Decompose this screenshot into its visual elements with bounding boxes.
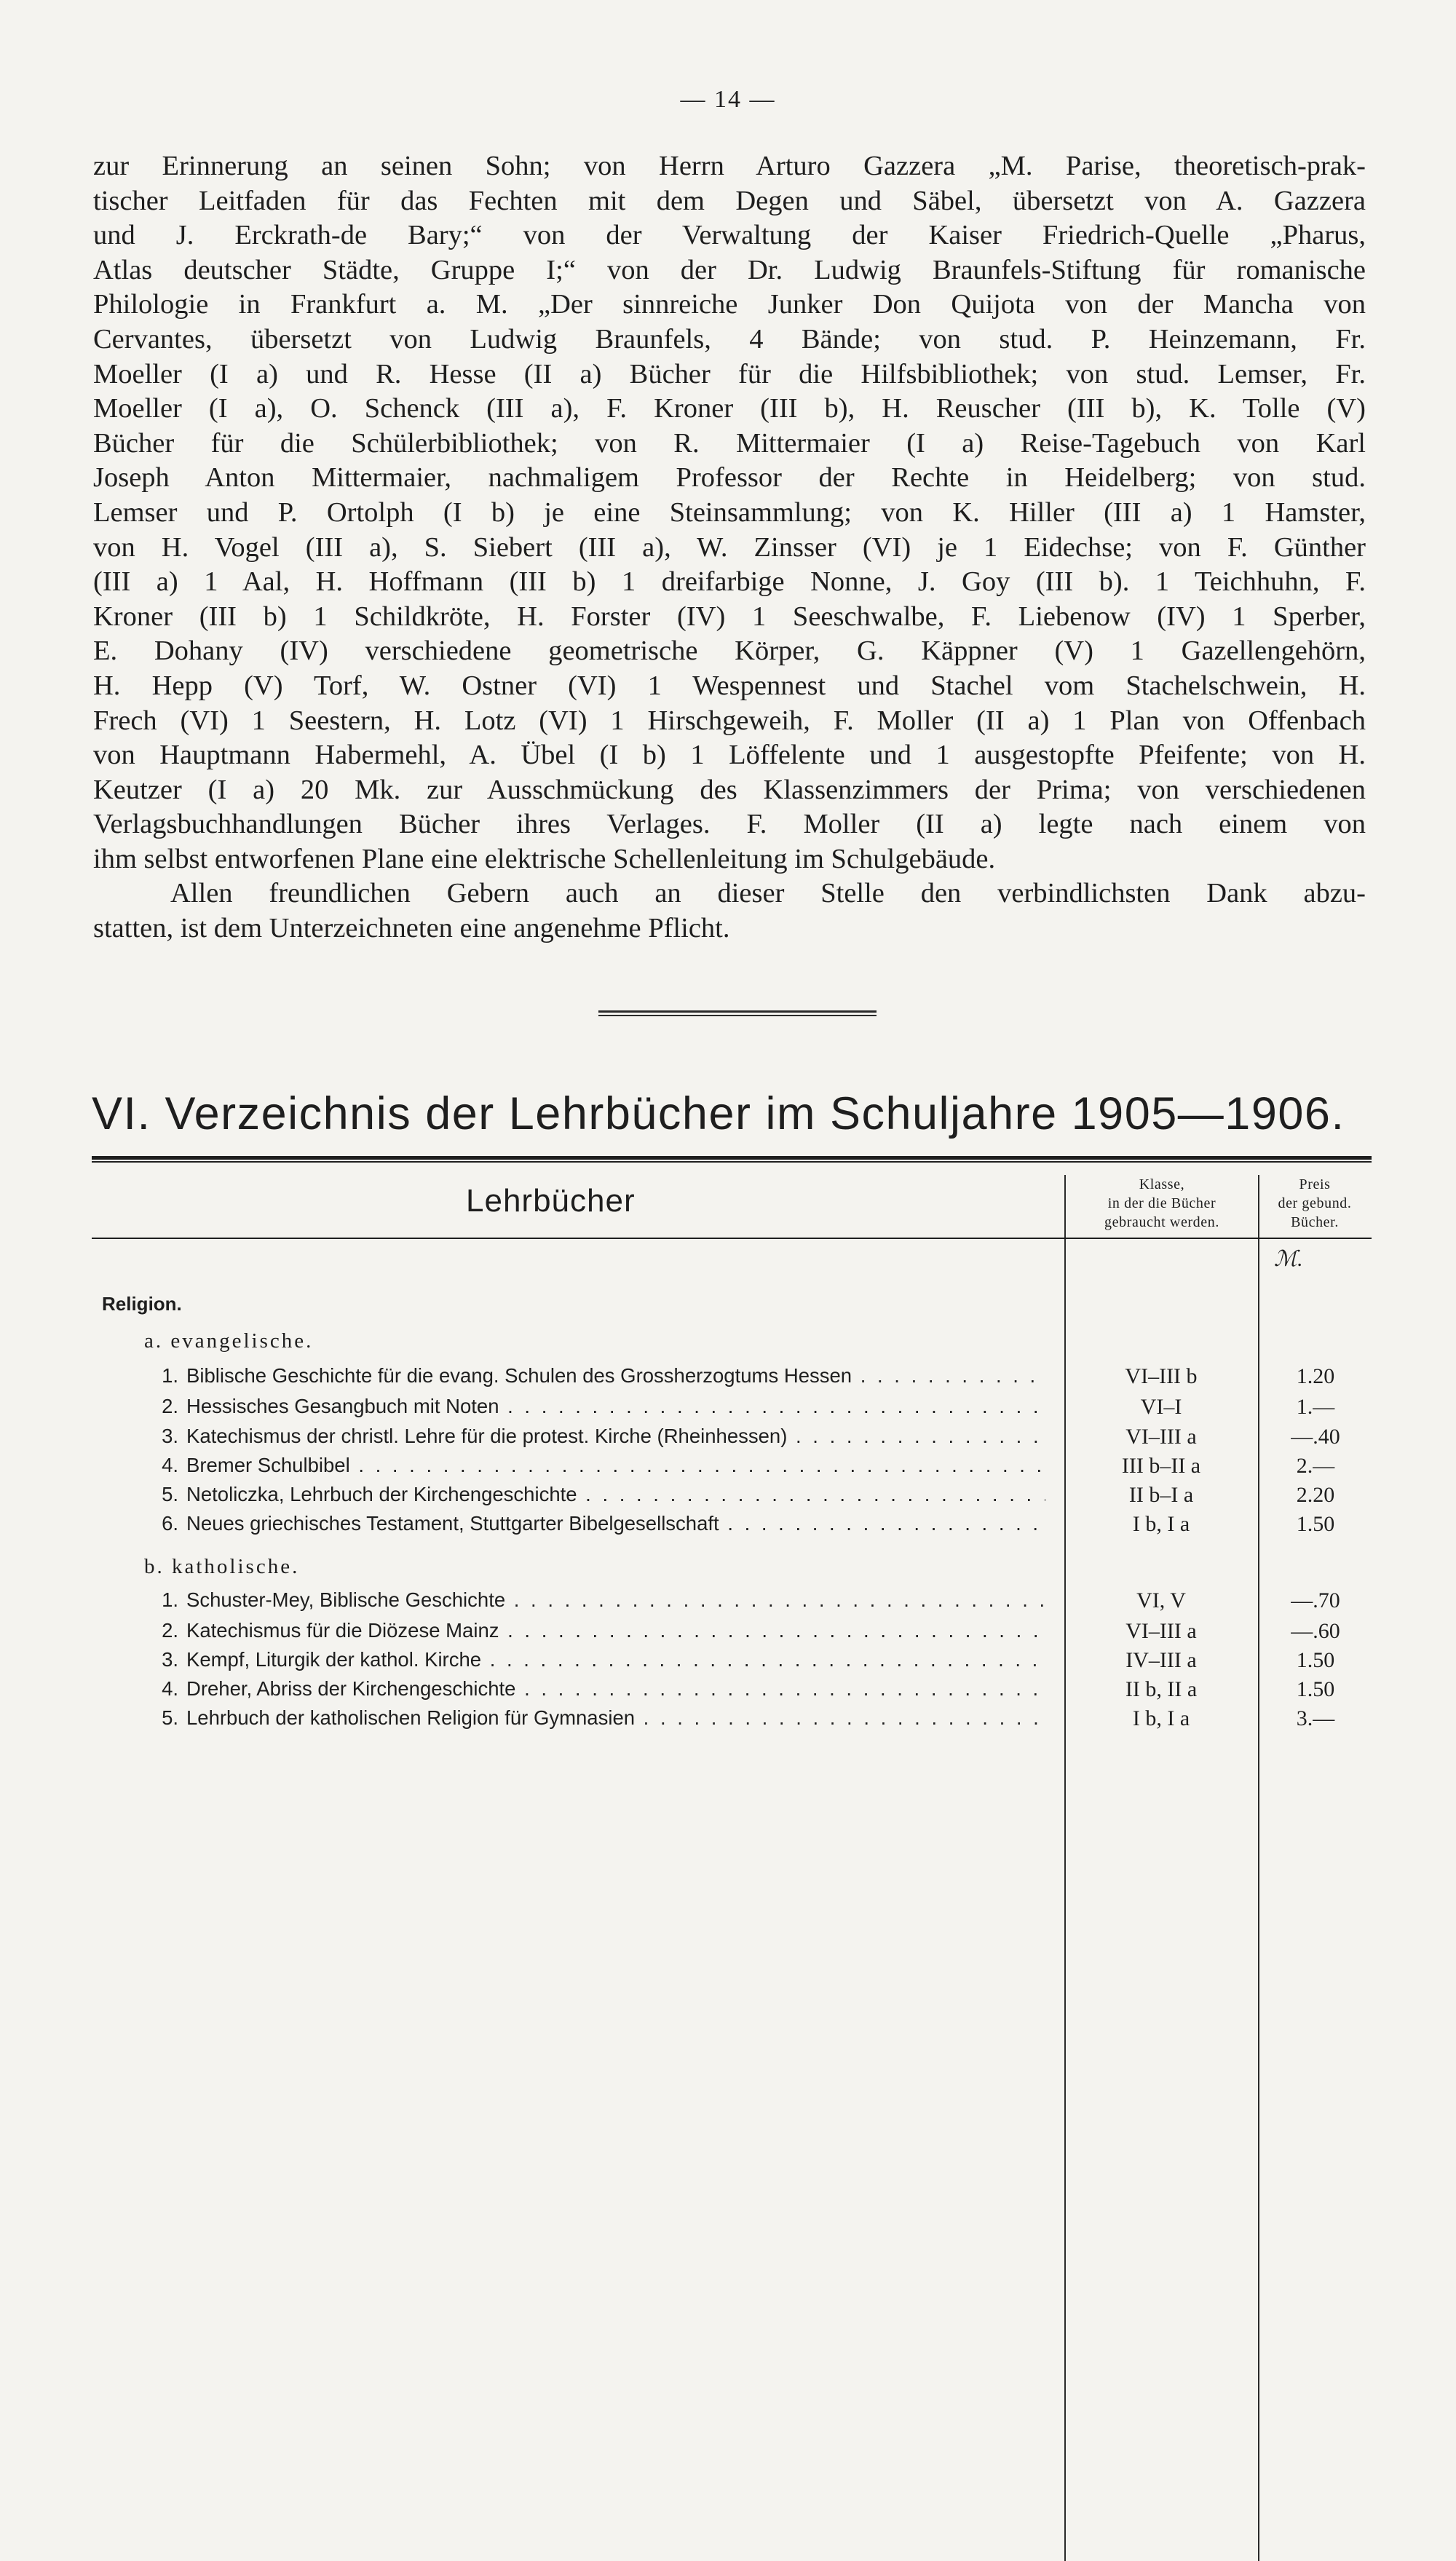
book-title: Netoliczka, Lehrbuch der Kirchengeschichte . . . <box>186 1483 1045 1506</box>
book-title: Neues griechisches Testament, Stuttgarter Bibelgesellschaft . . . <box>186 1512 1045 1535</box>
price: 1.50 <box>1296 1648 1335 1672</box>
table-row <box>0 1395 1456 1421</box>
book-title: Kempf, Liturgik der kathol. Kirche . . . <box>186 1648 1045 1671</box>
text-line: Moeller (I a), O. Schenck (III a), F. Kroner (III b), H. Reuscher (III b), K. Tolle (V) <box>93 393 1366 424</box>
table-top-rule <box>92 1156 1372 1163</box>
class-range: VI–III b <box>1125 1364 1198 1388</box>
book-title: Dreher, Abriss der Kirchengeschichte . . . <box>186 1677 1045 1701</box>
row-number: 5. <box>162 1706 178 1729</box>
table-row <box>0 1512 1456 1538</box>
class-range: III b–II a <box>1121 1454 1201 1478</box>
text-line: und J. Erckrath-de Bary;“ von der Verwaltung der Kaiser Friedrich-Quelle „Pharus, <box>93 220 1366 251</box>
text-line: tischer Leitfaden für das Fechten mit dem Degen und Säbel, übersetzt von A. Gazzera <box>93 185 1366 216</box>
closing-line: statten, ist dem Unterzeichneten eine angenehme Pflicht. <box>93 913 730 944</box>
header-line: in der die Bücher <box>1107 1195 1216 1211</box>
table-row <box>0 1677 1456 1703</box>
price: —.60 <box>1291 1619 1340 1643</box>
text-line: Philologie in Frankfurt a. M. „Der sinnreiche Junker Don Quijota von der Mancha von <box>93 289 1366 320</box>
currency-symbol: ℳ. <box>1274 1247 1303 1271</box>
group-heading: Religion. <box>102 1293 182 1315</box>
text-line: Frech (VI) 1 Seestern, H. Lotz (VI) 1 Hirschgeweih, F. Moller (II a) 1 Plan von Offenbach <box>93 705 1366 736</box>
subgroup-heading: b. katholische. <box>144 1555 300 1578</box>
subgroup-heading: a. evangelische. <box>144 1329 314 1353</box>
table-row <box>0 1619 1456 1645</box>
class-range: II b, II a <box>1125 1677 1198 1701</box>
row-number: 2. <box>162 1395 178 1417</box>
table-row <box>0 1588 1456 1615</box>
header-line: Klasse, <box>1139 1176 1185 1192</box>
text-line: Kroner (III b) 1 Schildkröte, H. Forster (IV) 1 Seeschwalbe, F. Liebenow (IV) 1 Sperber, <box>93 601 1366 632</box>
class-range: VI–III a <box>1125 1619 1197 1643</box>
table-row <box>0 1483 1456 1509</box>
header-line: der gebund. <box>1278 1195 1352 1211</box>
row-number: 4. <box>162 1677 178 1700</box>
text-line: (III a) 1 Aal, H. Hoffmann (III b) 1 dreifarbige Nonne, J. Goy (III b). 1 Teichhuhn, F. <box>93 566 1366 598</box>
book-title: Bremer Schulbibel . . . <box>186 1454 1045 1477</box>
price: 2.20 <box>1296 1483 1335 1507</box>
text-line: von H. Vogel (III a), S. Siebert (III a), W. Zinsser (VI) je 1 Eidechse; von F. Günther <box>93 531 1366 563</box>
class-range: VI, V <box>1136 1588 1186 1612</box>
class-range: I b, I a <box>1132 1706 1190 1730</box>
class-range: I b, I a <box>1132 1512 1190 1536</box>
row-number: 3. <box>162 1425 178 1447</box>
header-line: Bücher. <box>1291 1214 1339 1230</box>
row-number: 5. <box>162 1483 178 1505</box>
table-row <box>0 1648 1456 1674</box>
donations-paragraph <box>93 149 1366 946</box>
row-number: 2. <box>162 1619 178 1642</box>
row-number: 1. <box>162 1588 178 1611</box>
text-line: Moeller (I a) und R. Hesse (II a) Bücher für die Hilfsbibliothek; von stud. Lemser, Fr. <box>93 358 1366 389</box>
row-number: 1. <box>162 1364 178 1387</box>
text-line: E. Dohany (IV) verschiedene geometrische Körper, G. Käppner (V) 1 Gazellengehörn, <box>93 636 1366 667</box>
book-title: Katechismus der christl. Lehre für die protest. Kirche (Rheinhessen) . . . <box>186 1425 1045 1448</box>
row-number: 3. <box>162 1648 178 1671</box>
price: 1.50 <box>1296 1512 1335 1536</box>
book-title: Lehrbuch der katholischen Religion für Gymnasien . . . <box>186 1706 1045 1730</box>
table-row <box>0 1425 1456 1451</box>
table-row <box>0 1454 1456 1480</box>
header-line: Preis <box>1299 1176 1331 1192</box>
text-line: Lemser und P. Ortolph (I b) je eine Steinsammlung; von K. Hiller (III a) 1 Hamster, <box>93 496 1366 528</box>
price: —.70 <box>1291 1588 1340 1612</box>
price: 1.50 <box>1296 1677 1335 1701</box>
book-title: Biblische Geschichte für die evang. Schulen des Grossherzogtums Hessen . . . <box>186 1364 1045 1388</box>
book-title: Schuster-Mey, Biblische Geschichte . . . <box>186 1588 1045 1612</box>
section-divider <box>598 1010 877 1016</box>
book-title: Hessisches Gesangbuch mit Noten . . . <box>186 1395 1045 1418</box>
class-range: VI–III a <box>1125 1425 1197 1449</box>
text-line: Joseph Anton Mittermaier, nachmaligem Professor der Rechte in Heidelberg; von stud. <box>93 462 1366 494</box>
price: —.40 <box>1291 1425 1340 1449</box>
page-number: — 14 — <box>680 86 776 113</box>
section-heading: VI. Verzeichnis der Lehrbücher im Schuljahre 1905—1906. <box>92 1088 1345 1139</box>
class-range: VI–I <box>1140 1395 1182 1419</box>
table-row <box>0 1364 1456 1390</box>
class-range: IV–III a <box>1125 1648 1197 1672</box>
row-number: 6. <box>162 1512 178 1535</box>
text-line: Verlagsbuchhandlungen Bücher ihres Verlages. F. Moller (II a) legte nach einem von <box>93 809 1366 840</box>
book-title: Katechismus für die Diözese Mainz . . . <box>186 1619 1045 1642</box>
text-line: H. Hepp (V) Torf, W. Ostner (VI) 1 Wespennest und Stachel vom Stachelschwein, H. <box>93 670 1366 701</box>
text-line: Keutzer (I a) 20 Mk. zur Ausschmückung des Klassenzimmers der Prima; von verschiedenen <box>93 774 1366 805</box>
class-range: II b–I a <box>1128 1483 1194 1507</box>
price: 3.— <box>1296 1706 1335 1730</box>
price: 2.— <box>1296 1454 1335 1478</box>
price: 1.20 <box>1296 1364 1335 1388</box>
text-line: Cervantes, übersetzt von Ludwig Braunfels, 4 Bände; von stud. P. Heinzemann, Fr. <box>93 323 1366 355</box>
text-line: zur Erinnerung an seinen Sohn; von Herrn Arturo Gazzera „M. Parise, theoretisch-prak- <box>93 151 1366 181</box>
header-line: gebraucht werden. <box>1104 1214 1219 1230</box>
column-header-preis <box>1259 1175 1370 1232</box>
text-line: Atlas deutscher Städte, Gruppe I;“ von der Dr. Ludwig Braunfels-Stiftung für romanische <box>93 254 1366 285</box>
table-row <box>0 1706 1456 1733</box>
row-number: 4. <box>162 1454 178 1476</box>
text-line: von Hauptmann Habermehl, A. Übel (I b) 1 Löffelente und 1 ausgestopfte Pfeifente; von H. <box>93 740 1366 771</box>
price: 1.— <box>1296 1395 1335 1419</box>
text-line: Bücher für die Schülerbibliothek; von R. Mittermaier (I a) Reise-Tagebuch von Karl <box>93 427 1366 459</box>
closing-line: Allen freundlichen Gebern auch an dieser Stelle den verbindlichsten Dank abzu- <box>170 878 1366 909</box>
table-header-rule <box>92 1238 1372 1239</box>
column-header-lehrbuecher: Lehrbücher <box>466 1183 636 1219</box>
text-line: ihm selbst entworfenen Plane eine elektrische Schellenleitung im Schulgebäude. <box>93 843 996 874</box>
column-header-klasse <box>1067 1175 1257 1232</box>
